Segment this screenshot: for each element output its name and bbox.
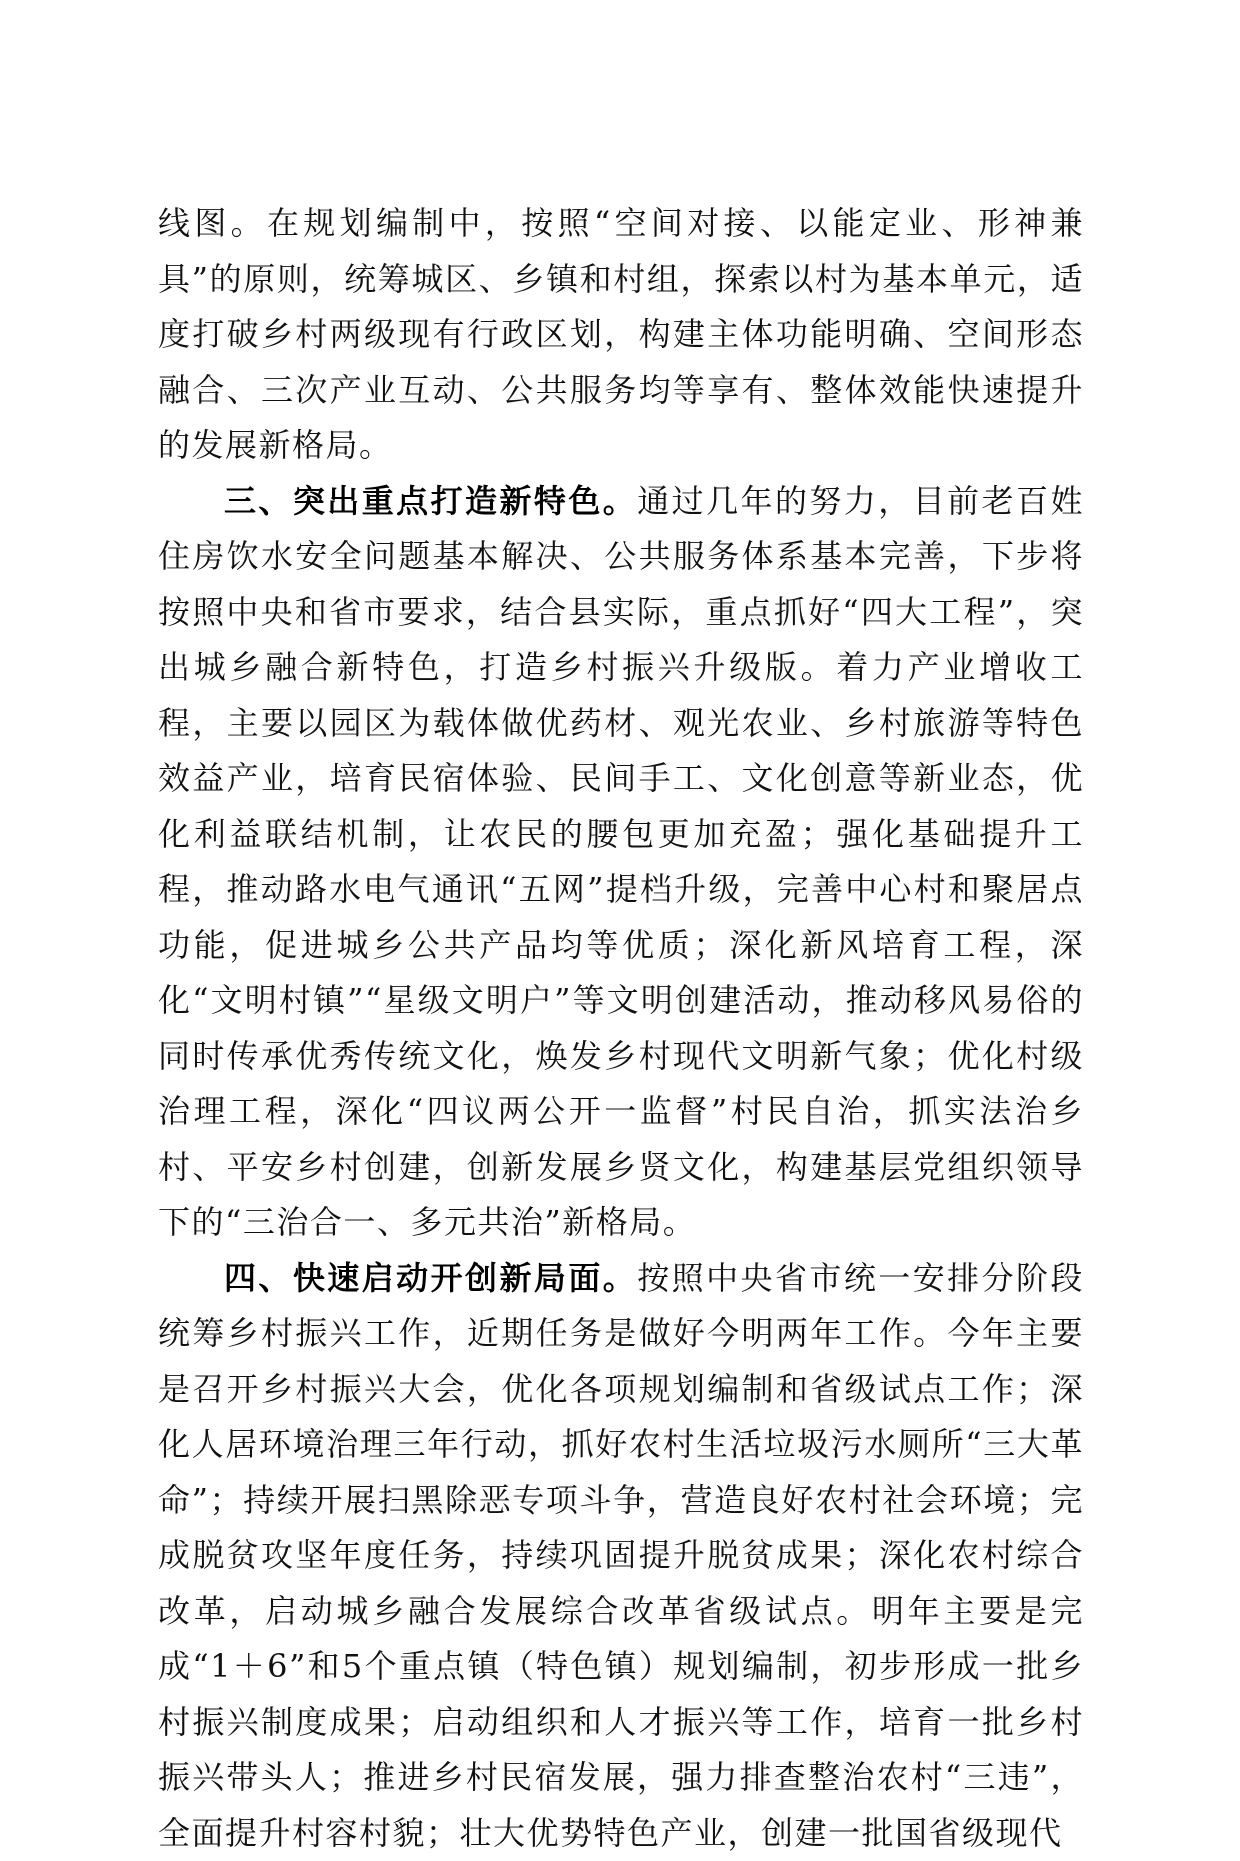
paragraph-text: 按照中央省市统一安排分阶段统筹乡村振兴工作，近期任务是做好今明两年工作。今年主要是召开乡村振兴大会，优化各项规划编制和省级试点工作；深化人居环境治理三年行动，抓好农村生活垃圾污水厕所“三大革命”；持续开展扫黑除恶专项斗争，营造良好农村社会环境；完成脱贫攻坚年度任务，持续巩固提升脱贫成果；深化农村综合改革，启动城乡融合发展综合改革省级试点。明年主要是完成“1＋6”和5个重点镇（特色镇）规划编制，初步形成一批乡村振兴制度成果；启动组织和人才振兴等工作，培育一批乡村振兴带头人；推进乡村民宿发展，强力排查整治农村“三违”，全面提升村容村貌；壮大优势特色产业，创建一批国省级现代 — [158, 1259, 1084, 1852]
paragraph-section-four — [158, 1251, 1084, 1861]
section-heading-three: 三、突出重点打造新特色。 — [224, 482, 637, 520]
paragraph-planning-continuation — [158, 196, 1084, 474]
section-heading-four: 四、快速启动开创新局面。 — [224, 1259, 637, 1297]
paragraph-section-three — [158, 474, 1084, 1251]
paragraph-text: 通过几年的努力，目前老百姓住房饮水安全问题基本解决、公共服务体系基本完善，下步将按照中央和省市要求，结合县实际，重点抓好“四大工程”，突出城乡融合新特色，打造乡村振兴升级版。着力产业增收工程，主要以园区为载体做优药材、观光农业、乡村旅游等特色效益产业，培育民宿体验、民间手工、文化创意等新业态，优化利益联结机制，让农民的腰包更加充盈；强化基础提升工程，推动路水电气通讯“五网”提档升级，完善中心村和聚居点功能，促进城乡公共产品均等优质；深化新风培育工程，深化“文明村镇”“星级文明户”等文明创建活动，推动移风易俗的同时传承优秀传统文化，焕发乡村现代文明新气象；优化村级治理工程，深化“四议两公开一监督”村民自治，抓实法治乡村、平安乡村创建，创新发展乡贤文化，构建基层党组织领导下的“三治合一、多元共治”新格局。 — [158, 482, 1084, 1242]
paragraph-text: 线图。在规划编制中，按照“空间对接、以能定业、形神兼具”的原则，统筹城区、乡镇和村组，探索以村为基本单元，适度打破乡村两级现有行政区划，构建主体功能明确、空间形态融合、三次产业互动、公共服务均等享有、整体效能快速提升的发展新格局。 — [158, 204, 1084, 464]
body-text — [158, 196, 1084, 1861]
